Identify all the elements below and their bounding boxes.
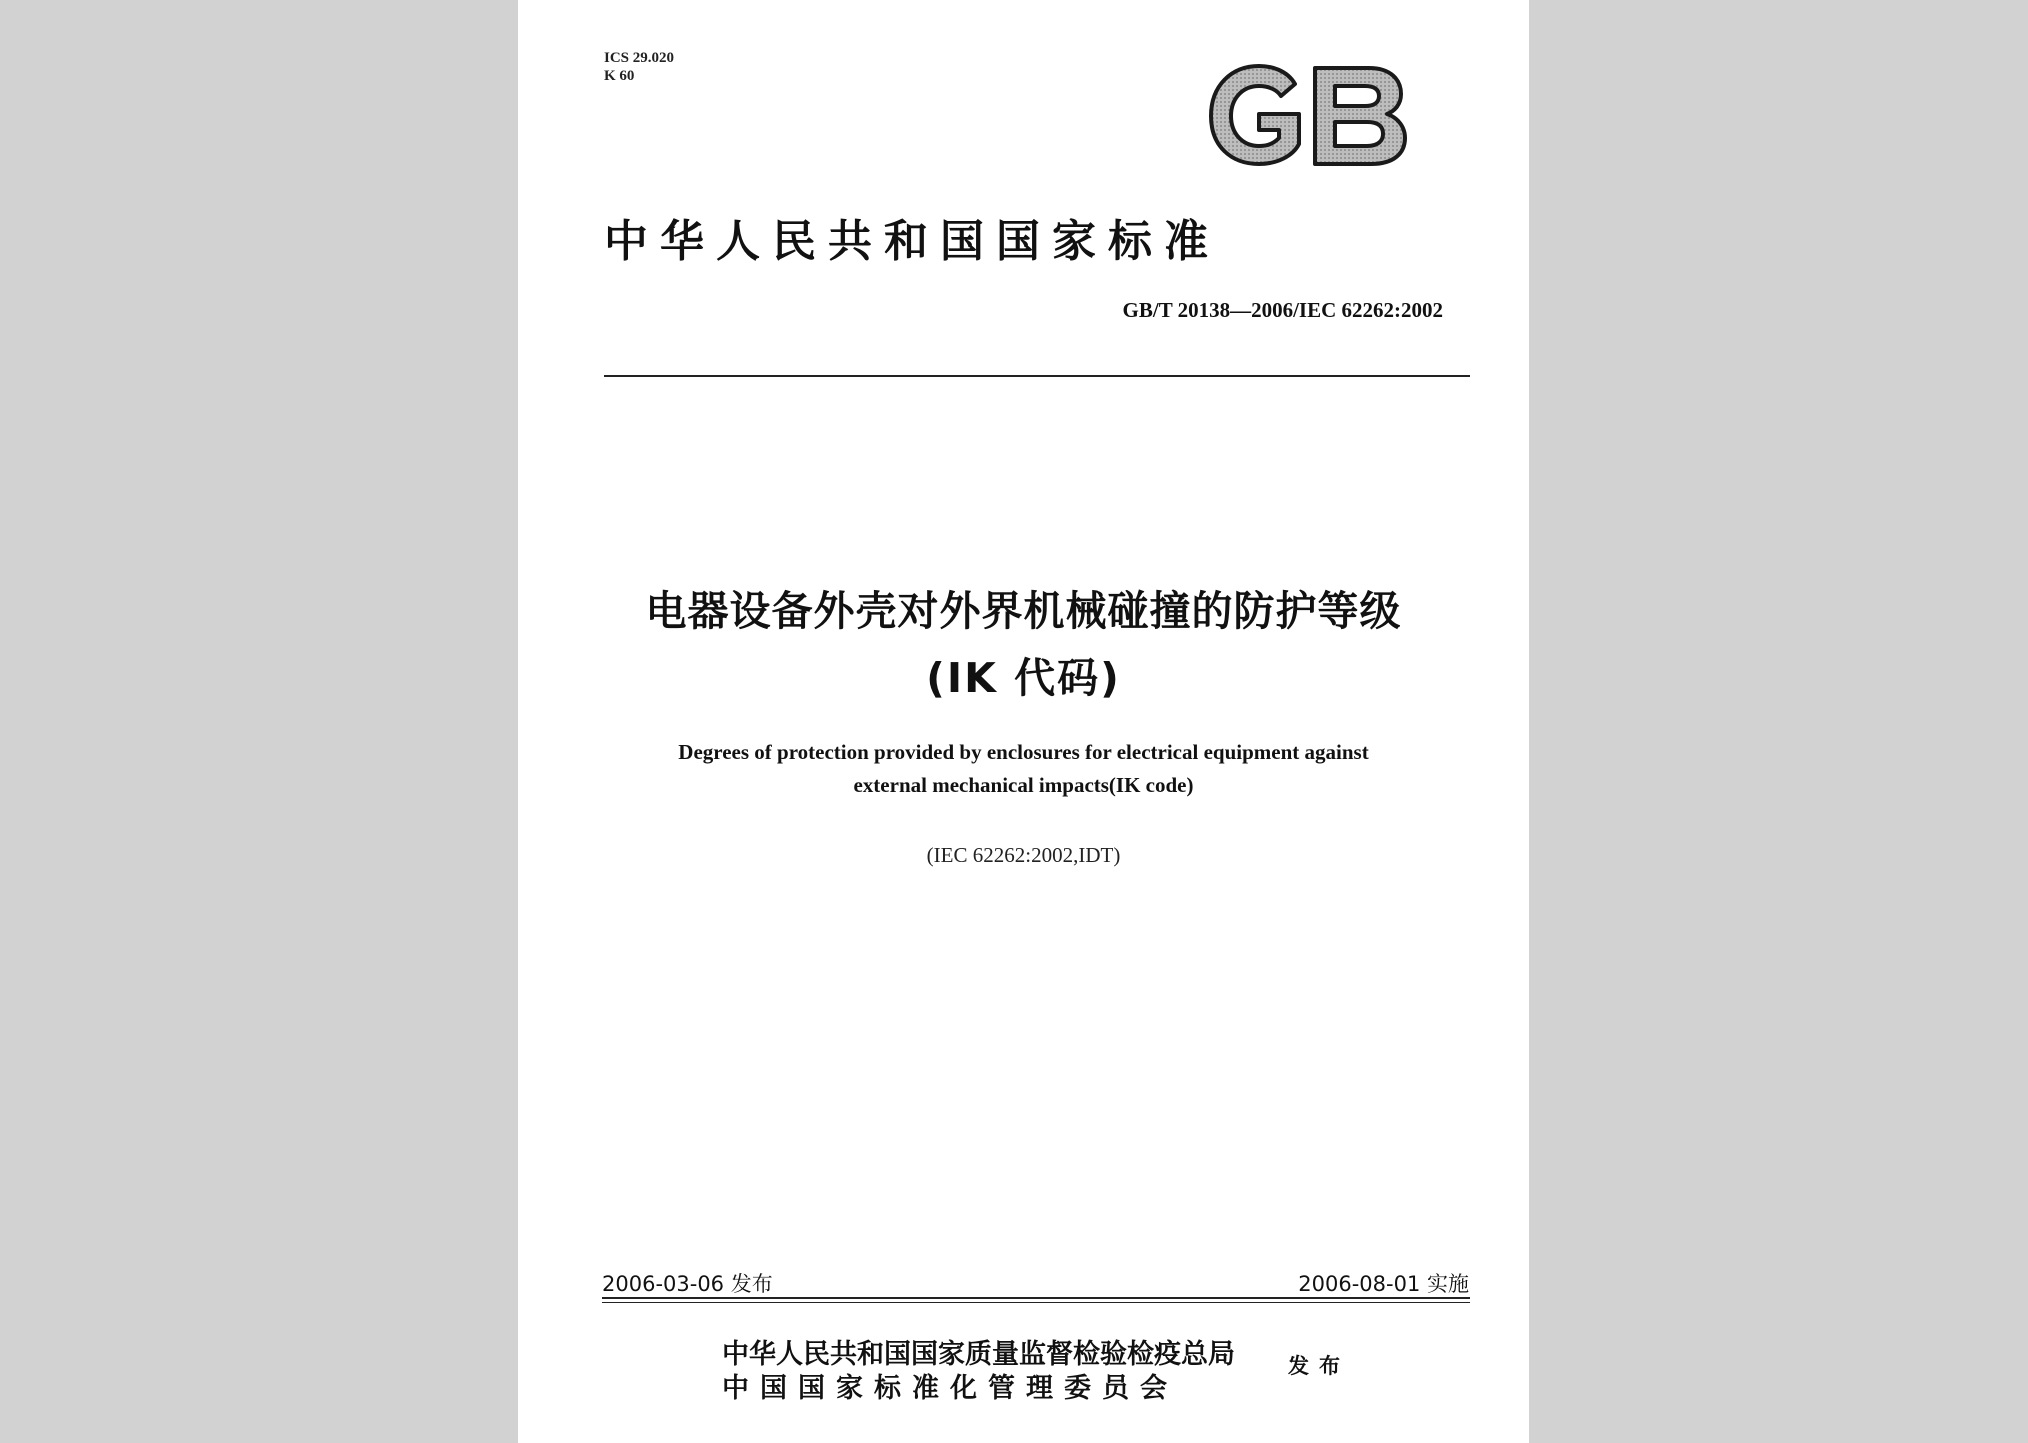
title-cn-line2: (IK 代码) <box>926 654 1121 702</box>
classification-codes <box>604 50 674 86</box>
standard-code: GB/T 20138—2006/IEC 62262:2002 <box>1122 298 1443 322</box>
title-en-line1: Degrees of protection provided by enclosures for electrical equipment against <box>678 740 1369 764</box>
national-standard-title: 中华人民共和国国家标准 <box>604 216 1220 267</box>
document-page <box>518 0 1529 1443</box>
publish-label: 发布 <box>1288 1354 1350 1378</box>
gb-logo-icon <box>1203 60 1413 170</box>
issuer-line1: 中华人民共和国国家质量监督检验检疫总局 <box>722 1339 1235 1370</box>
ccs-code: K 60 <box>604 68 635 84</box>
title-en-line2: external mechanical impacts(IK code) <box>853 773 1194 797</box>
ics-code: ICS 29.020 <box>604 50 675 66</box>
footer-divider <box>602 1297 1470 1299</box>
title-cn-line1: 电器设备外壳对外界机械碰撞的防护等级 <box>645 587 1402 635</box>
adoption-note: (IEC 62262:2002,IDT) <box>926 843 1121 867</box>
issue-date: 2006-03-06 发布 <box>602 1272 773 1296</box>
header-divider <box>604 375 1470 377</box>
issuer-line2: 中国国家标准化管理委员会 <box>722 1373 1178 1404</box>
implementation-date: 2006-08-01 实施 <box>1298 1272 1469 1296</box>
footer-divider-thin <box>602 1302 1470 1303</box>
